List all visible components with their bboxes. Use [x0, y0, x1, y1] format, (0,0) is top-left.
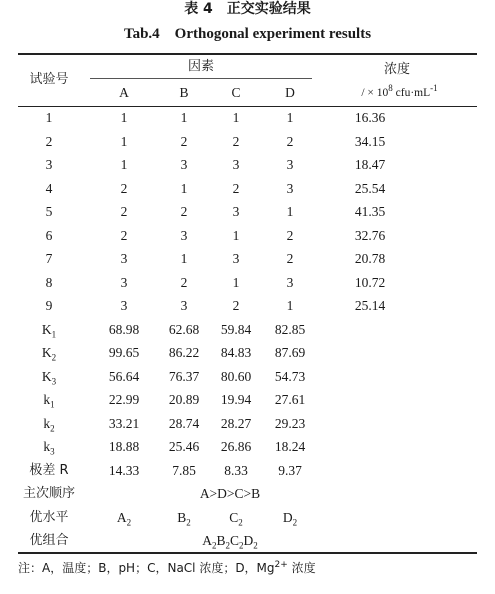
optimal-level-subscript: 2 [186, 517, 191, 528]
optimal-level-subscript: 2 [238, 517, 243, 528]
table-cell: 41.35 [354, 204, 386, 219]
stat-label-subscript: 1 [51, 329, 57, 340]
header-col-d: D [285, 85, 295, 100]
stat-value: 28.74 [168, 415, 200, 431]
table-cell: 3 [120, 251, 128, 266]
table-cell: 25.54 [354, 180, 386, 196]
stat-label [18, 344, 80, 362]
order-value: A>D>C>B [199, 486, 261, 501]
stat-label-letter: K [41, 345, 52, 360]
range-value: 9.37 [278, 462, 302, 478]
unit-prefix: / × 10 [361, 87, 389, 99]
footnote-superscript: 2+ [274, 560, 288, 570]
optimal-combo-subscript: 2 [253, 540, 258, 551]
table-cell: 2 [180, 274, 188, 290]
header-col-c: C [231, 85, 241, 100]
table-cell: 3 [45, 157, 53, 172]
unit-exponent-2: -1 [430, 83, 438, 94]
table-cell: 2 [232, 298, 240, 313]
table-cell: 4 [45, 180, 53, 196]
stat-value: 87.69 [274, 345, 306, 360]
header-factor: 因素 [187, 59, 214, 74]
optimal-level-value [102, 509, 146, 527]
stat-label [18, 368, 80, 386]
table-title-en: Tab.4 Orthogonal experiment results [123, 26, 372, 42]
table-cell: 2 [180, 204, 188, 219]
table-cell: 1 [45, 110, 53, 125]
factor-underline [90, 78, 312, 79]
table-cell: 1 [120, 157, 128, 172]
stat-value: 84.83 [220, 345, 252, 360]
footnote-text: 注：A，温度；B，pH；C，NaCl 浓度；D，Mg [18, 561, 275, 575]
optimal-level-subscript: 2 [126, 517, 132, 528]
table-cell: 2 [232, 180, 240, 196]
table-cell: 1 [286, 298, 294, 313]
table-cell: 10.72 [354, 274, 386, 290]
optimal-combo-subscript: 2 [225, 540, 230, 551]
range-value: 8.33 [224, 462, 248, 478]
stat-value: 27.61 [274, 392, 306, 407]
table-cell: 3 [120, 274, 128, 290]
footnote-suffix: 浓度 [287, 561, 316, 575]
stat-label-subscript: 3 [50, 446, 55, 457]
optimal-combo-letter: A [202, 533, 212, 548]
table-cell: 3 [232, 157, 240, 172]
range-label: 极差 R [29, 462, 69, 478]
table-cell: 3 [180, 157, 188, 172]
table-cell: 2 [45, 133, 53, 149]
order-label: 主次顺序 [22, 486, 75, 501]
table-cell: 2 [286, 133, 294, 149]
stat-label-letter: k [43, 415, 51, 431]
optimal-combo-value [130, 532, 330, 550]
table-cell: 6 [45, 227, 53, 243]
stat-value: 62.68 [168, 321, 200, 337]
stat-value: 68.98 [108, 321, 140, 337]
optimal-combo-label: 优组合 [29, 533, 69, 548]
stat-value: 82.85 [274, 321, 306, 337]
stat-value: 56.64 [108, 368, 140, 384]
table-cell: 7 [45, 251, 53, 266]
table-cell: 1 [180, 251, 188, 266]
table-cell: 3 [232, 251, 240, 266]
header-unit [322, 84, 477, 102]
optimal-level-letter: B [177, 509, 187, 525]
stat-value: 28.27 [220, 415, 252, 431]
stat-label-letter: k [43, 439, 51, 454]
table-cell: 1 [286, 110, 294, 125]
table-cell: 3 [180, 298, 188, 313]
stat-label [18, 391, 80, 409]
header-rule [18, 106, 477, 107]
optimal-combo-subscript: 2 [211, 540, 217, 551]
optimal-level-value [268, 509, 312, 527]
table-cell: 16.36 [354, 110, 386, 125]
header-col-b: B [179, 85, 189, 100]
table-cell: 8 [45, 274, 53, 290]
table-cell: 2 [232, 133, 240, 149]
table-cell: 2 [120, 204, 128, 219]
optimal-level-letter: D [282, 509, 293, 525]
table-cell: 2 [120, 227, 128, 243]
stat-label-letter: k [43, 392, 51, 407]
table-cell: 1 [286, 204, 294, 219]
table-cell: 1 [232, 227, 240, 243]
stat-value: 19.94 [220, 392, 252, 407]
table-cell: 1 [120, 133, 128, 149]
table-cell: 2 [286, 227, 294, 243]
table-cell: 9 [45, 298, 53, 313]
stat-value: 26.86 [220, 439, 252, 454]
top-rule [18, 53, 477, 55]
header-concentration: 浓度 [383, 62, 410, 77]
stat-label-letter: K [41, 321, 52, 337]
stat-value: 33.21 [108, 415, 140, 431]
stat-label [18, 415, 80, 433]
table-cell: 2 [286, 251, 294, 266]
table-cell: 2 [120, 180, 128, 196]
table-cell: 25.14 [354, 298, 386, 313]
table-cell: 1 [232, 110, 240, 125]
table-cell: 3 [180, 227, 188, 243]
stat-value: 80.60 [220, 368, 252, 384]
stat-label [18, 321, 80, 339]
stat-value: 18.88 [108, 439, 140, 454]
optimal-level-label: 优水平 [29, 509, 69, 525]
stat-label-subscript: 1 [50, 399, 55, 410]
table-cell: 3 [232, 204, 240, 219]
stat-label-subscript: 3 [51, 376, 57, 387]
optimal-combo-letter: D [243, 533, 254, 548]
stat-label-letter: K [41, 368, 52, 384]
table-cell: 3 [286, 274, 294, 290]
optimal-level-subscript: 2 [292, 517, 298, 528]
header-trial-no: 试验号 [29, 72, 69, 87]
table-cell: 3 [286, 180, 294, 196]
optimal-combo-letter: B [216, 533, 226, 548]
optimal-combo-letter: C [230, 533, 240, 548]
table-cell: 32.76 [354, 227, 386, 243]
stat-label [18, 438, 80, 456]
bottom-rule [18, 552, 477, 554]
table-cell: 34.15 [354, 133, 386, 149]
stat-value: 59.84 [220, 321, 252, 337]
unit-exponent: 8 [388, 83, 393, 94]
stat-value: 22.99 [108, 392, 140, 407]
stat-value: 54.73 [274, 368, 306, 384]
stat-value: 20.89 [168, 392, 200, 407]
table-cell: 5 [45, 204, 53, 219]
optimal-level-value [162, 509, 206, 527]
table-cell: 3 [120, 298, 128, 313]
optimal-combo-subscript: 2 [239, 540, 244, 551]
table-cell: 18.47 [354, 157, 386, 172]
optimal-level-value [214, 509, 258, 527]
stat-value: 99.65 [108, 345, 140, 360]
unit-mid: cfu·mL [392, 87, 431, 99]
optimal-level-letter: C [229, 509, 239, 525]
table-cell: 1 [232, 274, 240, 290]
stat-label-subscript: 2 [51, 352, 57, 363]
table-footnote [18, 560, 316, 576]
range-value: 14.33 [108, 462, 140, 478]
table-title-cn: 表 4 正交实验结果 [184, 1, 311, 17]
table-cell: 1 [120, 110, 128, 125]
table-cell: 1 [180, 180, 188, 196]
stat-value: 76.37 [168, 368, 200, 384]
stat-value: 86.22 [168, 345, 200, 360]
header-col-a: A [119, 85, 129, 100]
table-cell: 3 [286, 157, 294, 172]
stat-value: 29.23 [274, 415, 306, 431]
stat-label-subscript: 2 [50, 423, 55, 434]
table-cell: 2 [180, 133, 188, 149]
optimal-level-letter: A [116, 509, 127, 525]
table-cell: 1 [180, 110, 188, 125]
stat-value: 18.24 [274, 439, 306, 454]
range-value: 7.85 [172, 462, 196, 478]
table-cell: 20.78 [354, 251, 386, 266]
stat-value: 25.46 [168, 439, 200, 454]
